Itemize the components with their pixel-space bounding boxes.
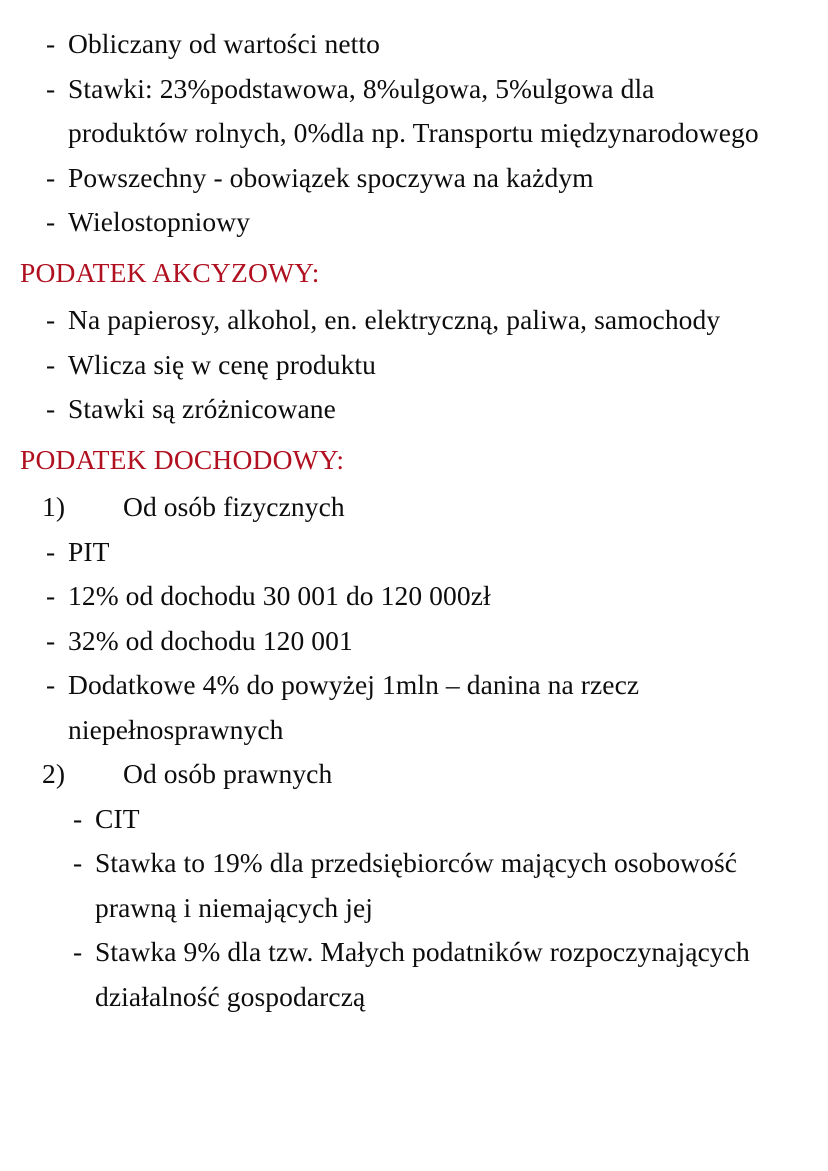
list-item-text: Stawka to 19% dla przedsiębiorców mających osobowość prawną i niemających jej [95, 847, 738, 923]
list-item [20, 200, 788, 245]
list-item [20, 156, 788, 201]
bullet-marker: - [46, 348, 56, 380]
list-item-text: Stawki: 23%podstawowa, 8%ulgowa, 5%ulgowa dla produktów rolnych, 0%dla np. Transportu międzynarodowego [68, 72, 759, 148]
bullet-marker: - [46, 28, 56, 59]
list-item-text: Dodatkowe 4% do powyżej 1mln – danina na rzecz niepełnosprawnych [68, 669, 640, 745]
list-item [20, 22, 788, 67]
number-marker: 1) [42, 491, 66, 522]
numbered-list-item [20, 485, 788, 530]
vat-bullet-list [20, 22, 788, 245]
list-item [20, 343, 788, 388]
list-item-text: 12% od dochodu 30 001 do 120 000zł [68, 580, 491, 611]
bullet-marker: - [46, 580, 56, 611]
list-item-text: Stawki są zróżnicowane [68, 393, 336, 424]
dochodowy-list [20, 485, 788, 1019]
list-item [20, 298, 788, 343]
bullet-marker: - [73, 802, 83, 834]
bullet-marker: - [46, 206, 56, 237]
list-item-text: Stawka 9% dla tzw. Małych podatników rozpoczynających działalność gospodarczą [95, 936, 750, 1012]
list-item [20, 530, 788, 575]
bullet-marker: - [46, 304, 56, 335]
list-item [20, 574, 788, 619]
bullet-marker: - [46, 669, 56, 700]
list-item-text: CIT [95, 802, 140, 834]
list-item-text: Obliczany od wartości netto [68, 28, 380, 59]
bullet-marker: - [46, 535, 56, 567]
bullet-marker: - [73, 936, 83, 967]
list-item-text: Od osób prawnych [123, 758, 333, 789]
list-item-text: Wlicza się w cenę produktu [68, 348, 377, 380]
akcyza-bullet-list [20, 298, 788, 432]
bullet-marker: - [46, 624, 56, 656]
list-item-text: Powszechny - obowiązek spoczywa na każdym [68, 161, 594, 193]
list-item-text: Na papierosy, alkohol, en. elektryczną, paliwa, samochody [68, 304, 721, 335]
bullet-marker: - [73, 847, 83, 878]
sub-list-item [20, 797, 788, 842]
list-item-text: Od osób fizycznych [123, 491, 345, 522]
numbered-list-item [20, 752, 788, 797]
section-heading-akcyzowy: PODATEK AKCYZOWY: [20, 256, 320, 288]
sub-list-item [20, 841, 788, 930]
number-marker: 2) [42, 758, 66, 789]
list-item [20, 387, 788, 432]
bullet-marker: - [46, 161, 56, 193]
list-item-text: PIT [68, 535, 110, 567]
sub-list-item [20, 930, 788, 1019]
bullet-marker: - [46, 393, 56, 424]
list-item [20, 663, 788, 752]
list-item-text: 32% od dochodu 120 001 [68, 624, 353, 656]
list-item [20, 67, 788, 156]
section-heading-dochodowy: PODATEK DOCHODOWY: [20, 443, 345, 475]
list-item-text: Wielostopniowy [68, 206, 251, 237]
bullet-marker: - [46, 72, 56, 104]
list-item [20, 619, 788, 664]
